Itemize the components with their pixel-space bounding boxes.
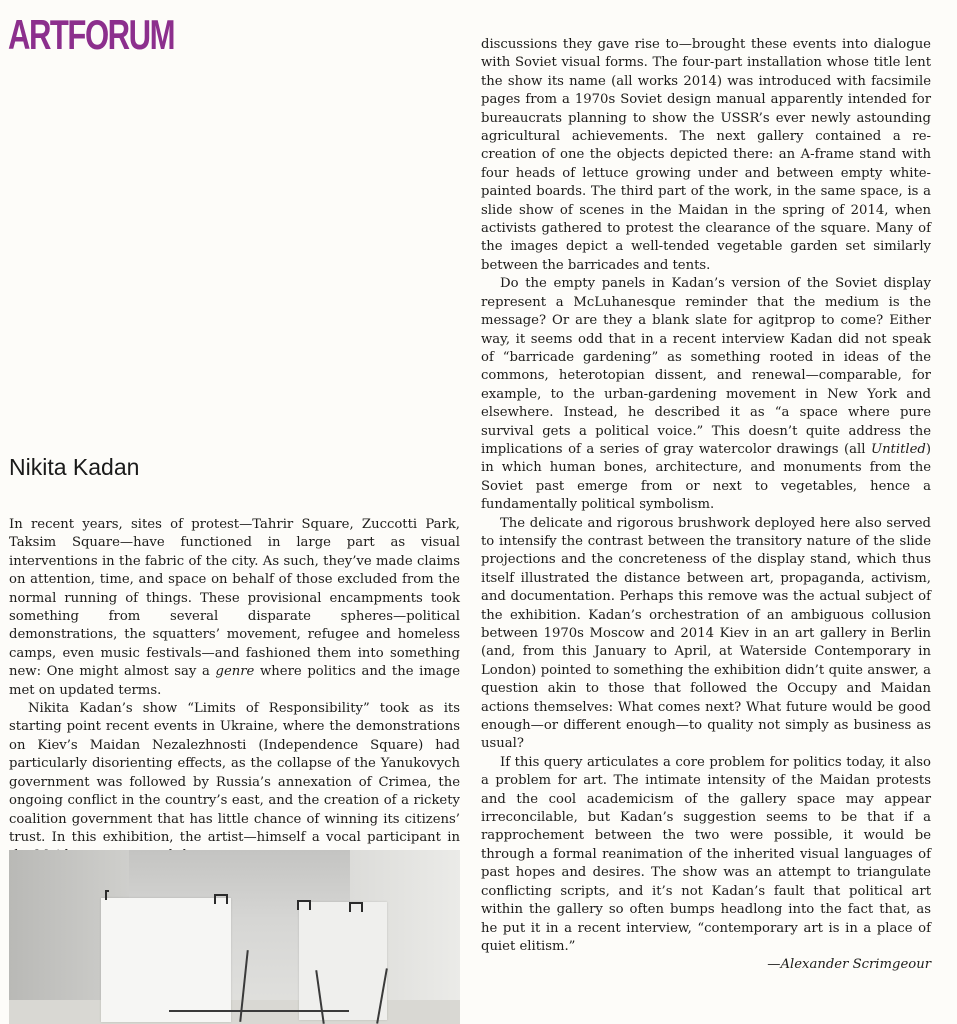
paragraph-5: The delicate and rigorous brushwork deployed here also served to intensify the contrast between the transitory nature of the slide projections and the concreteness of the display stand, which thus itself illustrated the distance between art, propaganda, activism, and documentation. Perhaps this remove was the actual subject of the exhibition. Kadan’s orchestration of an ambiguous collusion between 1970s Moscow and 2014 Kiev in an art gallery in Berlin (and, from this January to April, at Waterside Contemporary in London) pointed to something the exhibition didn’t quite answer, a question akin to those that followed the Occupy and Maidan actions themselves: What comes next? What future would be good enough—or different enough—to quality not simply as business as usual? [481,515,931,752]
paragraph-4: Do the empty panels in Kadan’s version of the Soviet display represent a McLuhanesque reminder that the medium is the message? Or are they a blank slate for agitprop to come? Either way, it seems odd that in a recent interview Kadan did not speak of “barricade gardening” as something rooted in ideas of the commons, heterotopian dissent, and renewal—comparable, for example, to the urban-gardening movement in New York and elsewhere. Instead, he described it as “a space where pure survival gets a political voice.” This doesn’t quite address the implications of a series of gray watercolor drawings (all Untitled) in which human bones, architecture, and monuments from the Soviet past emerge from or next to vegetables, hence a fundamentally political symbolism. [481,276,931,513]
artforum-logo: ARTFORUM [8,11,174,58]
article-title: Nikita Kadan [9,454,140,480]
paragraph-1: In recent years, sites of protest—Tahrir Square, Zuccotti Park, Taksim Square—have functioned in large part as visual interventions in the fabric of the city. As such, they’ve made claims on attention, time, and space on behalf of those excluded from the normal running of things. These provisional encampments took something from several disparate spheres—political demonstrations, the squatters’ movement, refugee and homeless camps, even music festivals—and fashioned them into something new: One might almost say a genre where politics and the image met on updated terms. [9,517,460,698]
right-column [481,36,931,975]
author-signature: —Alexander Scrimgeour [767,957,931,973]
installation-photo [9,850,460,1024]
left-column [9,516,460,866]
paragraph-6: If this query articulates a core problem for politics today, it also a problem for art. The intimate intensity of the Maidan protests and the cool academicism of the gallery space may appear irreconcilable, but Kadan’s suggestion seems to be that if a rapprochement between the two were possible, it would be through a formal reanimation of the inherited visual languages of past hopes and desires. The show was an attempt to triangulate conflicting scripts, and it’s not Kadan’s fault that political art within the gallery so often bumps headlong into the fact that, as he put it in a recent interview, “contemporary art is in a place of quiet elitism.” [481,754,931,954]
paragraph-3: discussions they gave rise to—brought these events into dialogue with Soviet visual forms. The four-part installation whose title lent the show its name (all works 2014) was introduced with facsimile pages from a 1970s Soviet design manual apparently intended for bureaucrats planning to show the USSR’s ever newly astounding agricultural achievements. The next gallery contained a re-creation of one the objects depicted there: an A-frame stand with four heads of lettuce growing under and between empty white-painted boards. The third part of the work, in the same space, is a slide show of scenes in the Maidan in the spring of 2014, when activists gathered to protest the clearance of the square. Many of the images depict a well-tended vegetable garden set similarly between the barricades and tents. [481,37,931,273]
paragraph-2: Nikita Kadan’s show “Limits of Responsibility” took as its starting point recent events in Ukraine, where the demonstrations on Kiev’s Maidan Nezalezhnosti (Independence Square) had particularly disorienting effects, as the collapse of the Yanukovych government was followed by Russia’s annexation of Crimea, the ongoing conflict in the country’s east, and the creation of a rickety coalition government that has little chance of winning its citizens’ trust. In this exhibition, the artist—himself a vocal participant in [9,701,460,845]
